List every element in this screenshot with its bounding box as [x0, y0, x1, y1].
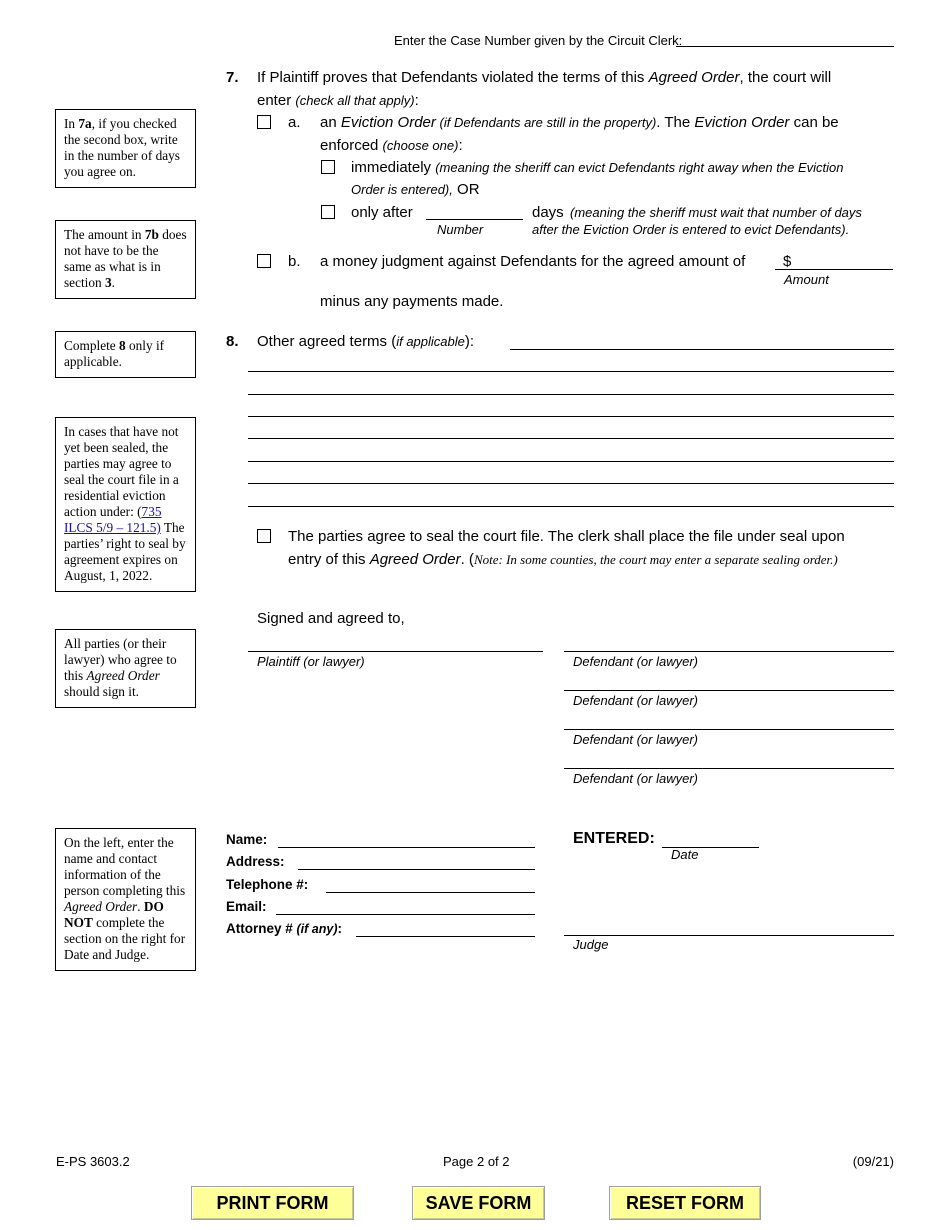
checkbox-immediately[interactable] — [321, 160, 335, 174]
address-label: Address: — [226, 854, 285, 869]
case-number-label: Enter the Case Number given by the Circuit Clerk: — [394, 33, 683, 48]
telephone-field[interactable] — [326, 892, 535, 893]
days-explanation-1: (meaning the sheriff must wait that number of days — [570, 205, 862, 220]
section-7a-label: a. — [288, 114, 301, 131]
note-7b: The amount in 7b does not have to be the same as what is in section 3. — [55, 220, 196, 299]
section-8-number: 8. — [226, 333, 239, 350]
days-explanation-2: after the Eviction Order is entered to evict Defendants). — [532, 222, 850, 237]
amount-caption: Amount — [784, 272, 829, 287]
days-label: days — [532, 204, 564, 221]
section-7-line1: If Plaintiff proves that Defendants violated the terms of this Agreed Order, the court will — [257, 69, 832, 86]
note-seal: In cases that have not yet been sealed, the parties may agree to seal the court file in a residential eviction action under: (735 ILCS 5/9 – 121.5) The parties’ right to seal by agreement expires on August, 1, 2022. — [55, 417, 196, 592]
other-terms-field-2[interactable] — [248, 371, 894, 372]
amount-field[interactable] — [775, 269, 893, 270]
defendant-signature-line-2[interactable] — [564, 690, 894, 691]
save-form-button[interactable]: SAVE FORM — [412, 1186, 545, 1220]
section-7-number: 7. — [226, 69, 239, 86]
checkbox-only-after[interactable] — [321, 205, 335, 219]
seal-line1: The parties agree to seal the court file. The clerk shall place the file under seal upon — [288, 528, 845, 545]
plaintiff-caption: Plaintiff (or lawyer) — [257, 654, 365, 669]
option-immediately: immediately (meaning the sheriff can evict Defendants right away when the Eviction — [351, 159, 844, 176]
checkbox-seal[interactable] — [257, 529, 271, 543]
address-field[interactable] — [298, 869, 535, 870]
reset-form-button[interactable]: RESET FORM — [609, 1186, 761, 1220]
email-field[interactable] — [276, 914, 535, 915]
email-label: Email: — [226, 899, 267, 914]
other-terms-field-1[interactable] — [510, 349, 894, 350]
defendant-signature-line-3[interactable] — [564, 729, 894, 730]
entered-label: ENTERED: — [573, 830, 655, 847]
other-terms-field-5[interactable] — [248, 438, 894, 439]
note-contact: On the left, enter the name and contact information of the person completing this Agreed Order. DO NOT complete the section on the right for Date and Judge. — [55, 828, 196, 971]
number-caption: Number — [437, 222, 484, 237]
seal-line2: entry of this Agreed Order. (Note: In some counties, the court may enter a separate sealing order.) — [288, 551, 838, 568]
print-form-button[interactable]: PRINT FORM — [191, 1186, 354, 1220]
section-7a-line1: an Eviction Order (if Defendants are still in the property). The Eviction Order can be — [320, 114, 839, 131]
note-sign: All parties (or their lawyer) who agree to this Agreed Order should sign it. — [55, 629, 196, 708]
other-terms-field-3[interactable] — [248, 394, 894, 395]
section-8-text: Other agreed terms (if applicable): — [257, 333, 475, 350]
defendant-signature-line-4[interactable] — [564, 768, 894, 769]
section-7-line2: enter (check all that apply): — [257, 92, 419, 109]
other-terms-field-8[interactable] — [248, 506, 894, 507]
judge-caption: Judge — [573, 937, 609, 952]
judge-signature-line[interactable] — [564, 935, 894, 936]
section-7a-line2: enforced (choose one): — [320, 137, 463, 154]
dollar-sign: $ — [783, 253, 792, 270]
checkbox-7a[interactable] — [257, 115, 271, 129]
section-7b-text: a money judgment against Defendants for the agreed amount of — [320, 253, 746, 270]
case-number-field[interactable] — [676, 46, 894, 47]
name-label: Name: — [226, 832, 268, 847]
plaintiff-signature-line[interactable] — [248, 651, 543, 652]
note-8: Complete 8 only if applicable. — [55, 331, 196, 378]
section-7b-label: b. — [288, 253, 301, 270]
note-7a: In 7a, if you checked the second box, write in the number of days you agree on. — [55, 109, 196, 188]
page-number: Page 2 of 2 — [443, 1154, 510, 1169]
defendant-caption-2: Defendant (or lawyer) — [573, 693, 698, 708]
signed-heading: Signed and agreed to, — [257, 610, 405, 627]
defendant-caption-3: Defendant (or lawyer) — [573, 732, 698, 747]
telephone-label: Telephone #: — [226, 877, 309, 892]
defendant-caption-1: Defendant (or lawyer) — [573, 654, 698, 669]
option-immediately-line2: Order is entered), OR — [351, 181, 480, 198]
option-only-after: only after — [351, 204, 413, 221]
other-terms-field-7[interactable] — [248, 483, 894, 484]
name-field[interactable] — [278, 847, 535, 848]
revision-date: (09/21) — [852, 1154, 894, 1169]
attorney-field[interactable] — [356, 936, 535, 937]
days-number-field[interactable] — [426, 219, 523, 220]
section-7b-text2: minus any payments made. — [320, 293, 504, 310]
attorney-label: Attorney # (if any): — [226, 921, 342, 936]
defendant-caption-4: Defendant (or lawyer) — [573, 771, 698, 786]
form-id: E-PS 3603.2 — [56, 1154, 130, 1169]
statute-link[interactable]: 735 ILCS 5/9 – 121.5) — [64, 504, 162, 535]
defendant-signature-line-1[interactable] — [564, 651, 894, 652]
date-caption: Date — [671, 847, 699, 862]
checkbox-7b[interactable] — [257, 254, 271, 268]
other-terms-field-4[interactable] — [248, 416, 894, 417]
other-terms-field-6[interactable] — [248, 461, 894, 462]
